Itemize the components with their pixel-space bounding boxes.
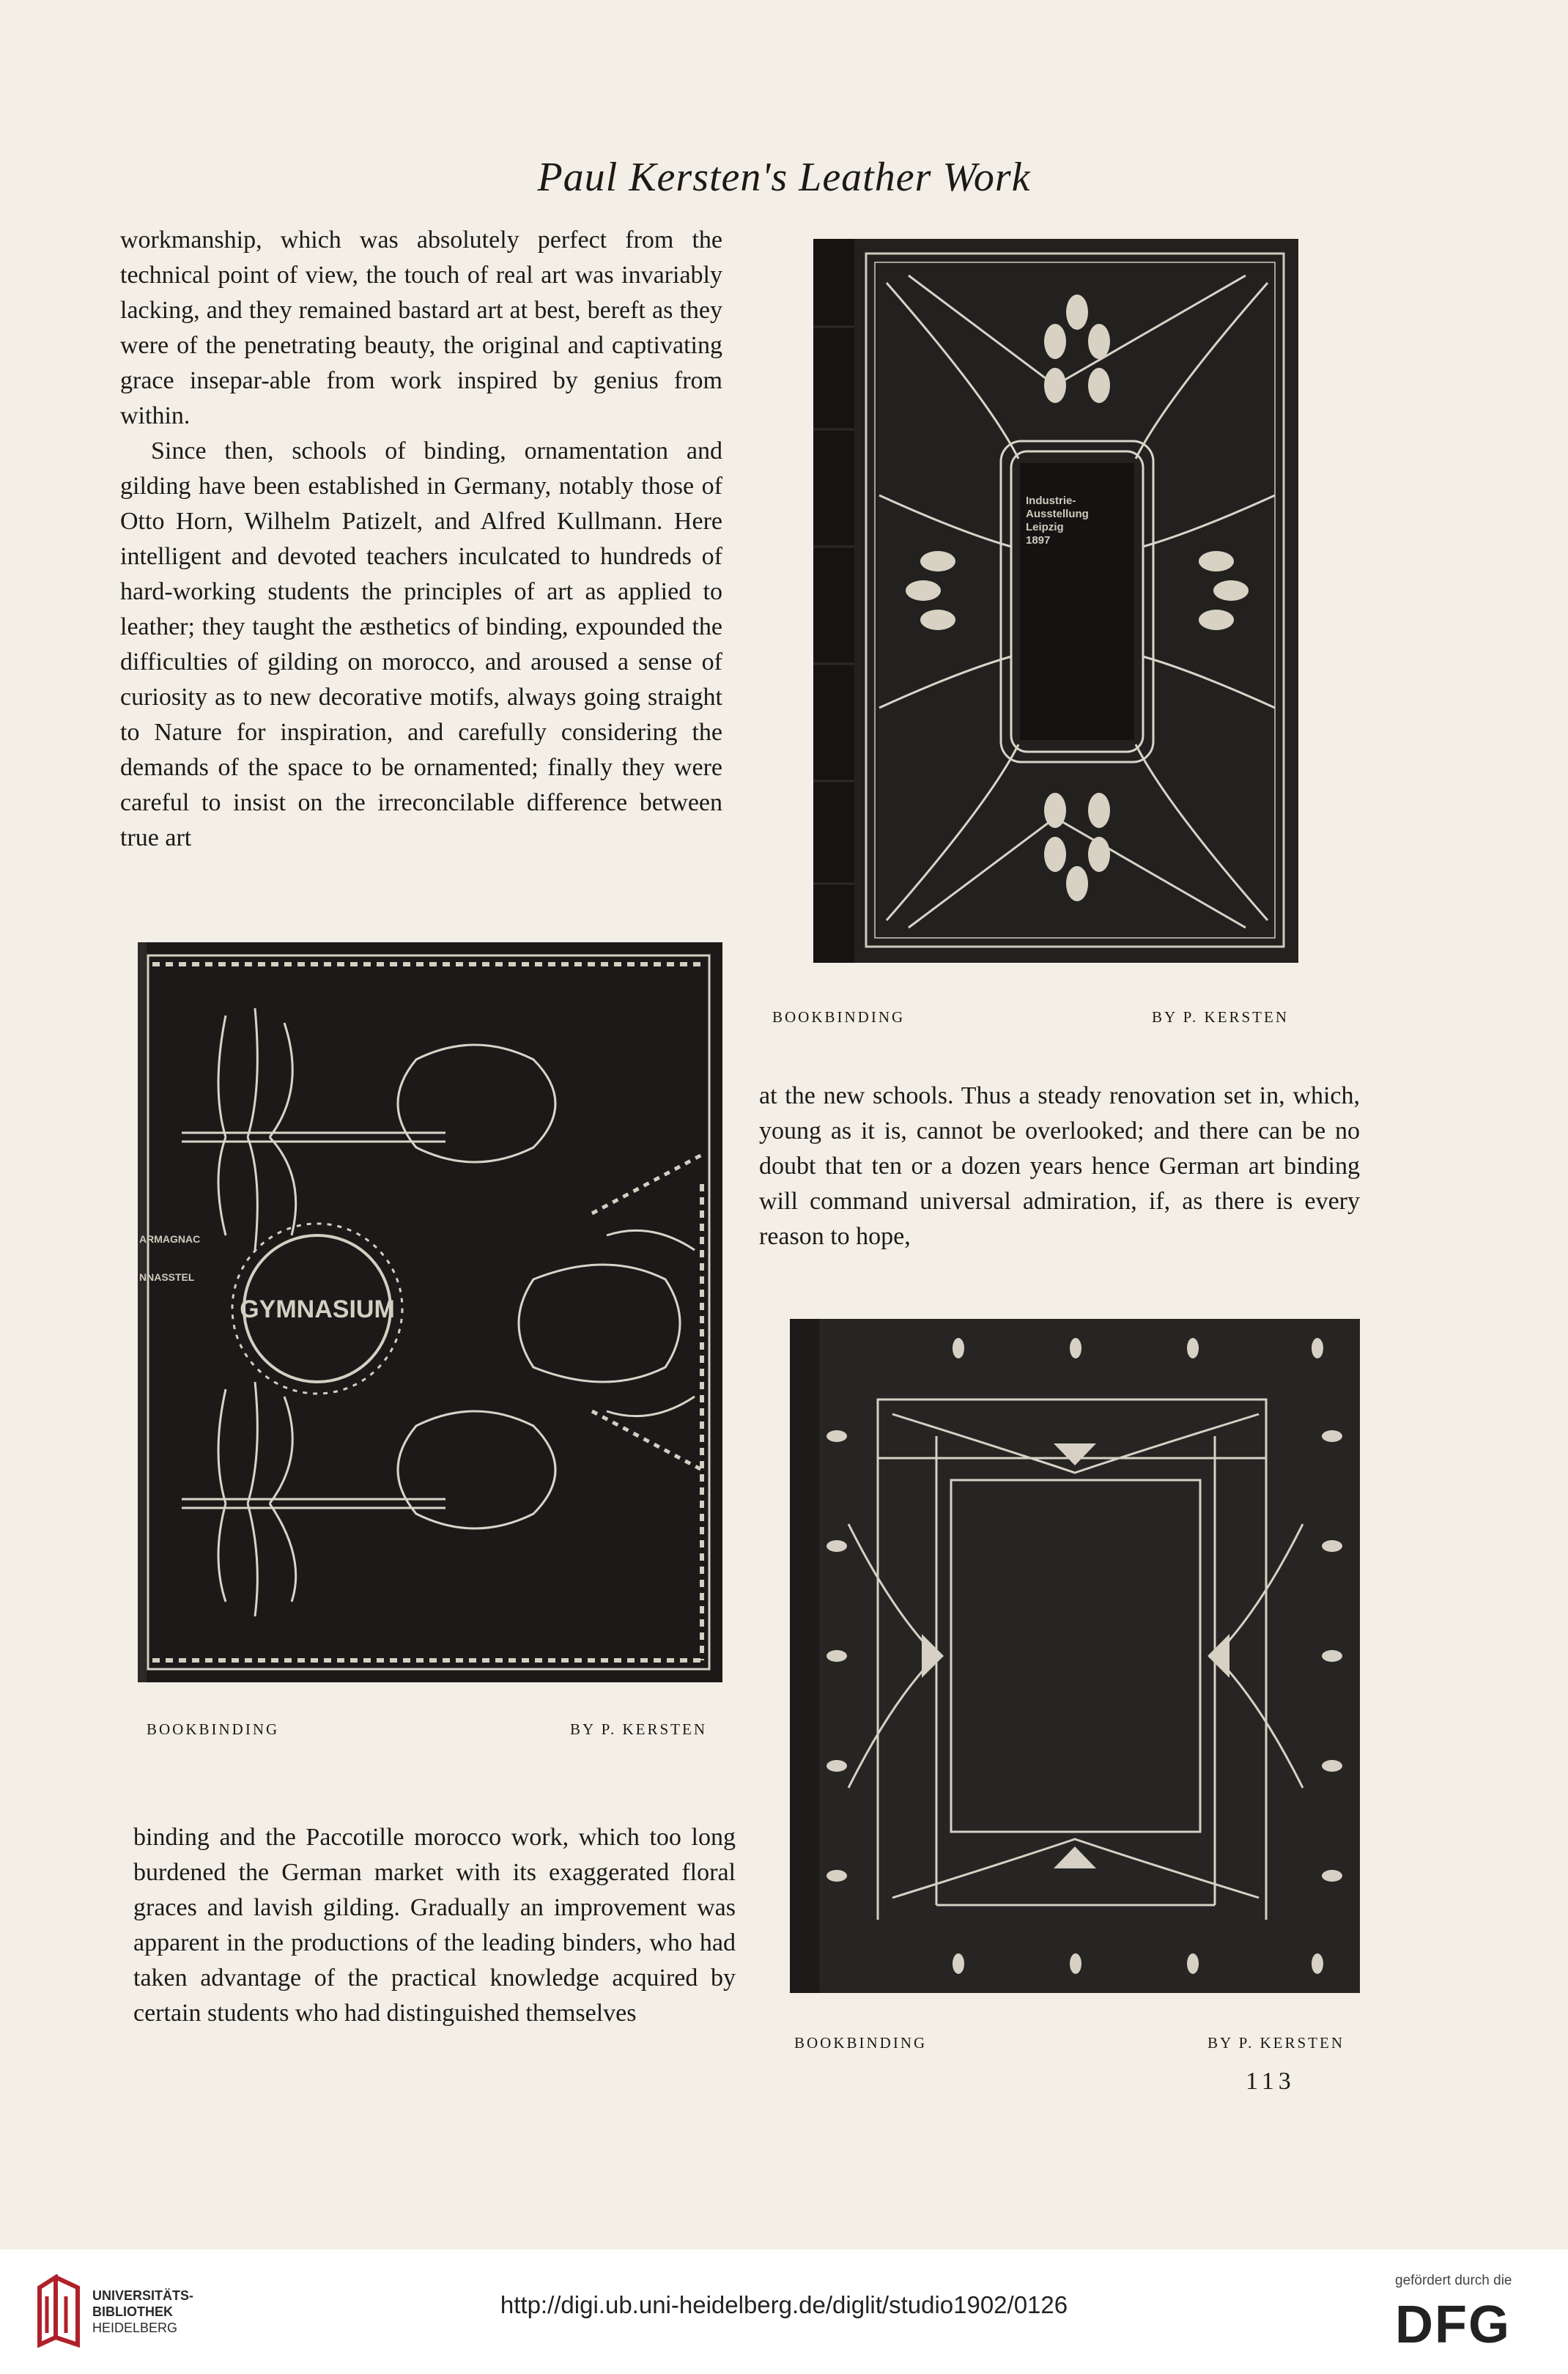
text-column-left-top [120,223,722,856]
paragraph: at the new schools. Thus a steady renovation set in, which, young as it is, cannot be overlooked; and there can be no doubt that ten or a dozen years hence German art binding will command universal admiration, if, as there is every reason to hope, [759,1082,1360,1250]
bookbinding-ornament-3 [790,1319,1360,1993]
plate-caption-right: BY P. KERSTEN [1152,1008,1289,1026]
plate-caption-left: BOOKBINDING [772,1008,906,1026]
library-line: UNIVERSITÄTS- [92,2288,194,2303]
paragraph: Since then, schools of binding, ornamentation and gilding have been established in Germany, notably those of Otto Horn, Wilhelm Patizelt, and Alfred Kullmann. Here intelligent and devoted teachers inculcated to hundreds of hard-working students the principles of art as applied to leather; they taught the æsthetics of binding, expounded the difficulties of gilding on morocco, and aroused a sense of curiosity as to new decorative motifs, always going straight to Nature for inspiration, and carefully considering the demands of the space to be ornamented; finally they were careful to insist on the irreconcilable difference between true art [120,437,722,851]
medallion-text: GYMNASIUM [240,1295,395,1323]
label-line: 1897 [1026,534,1051,547]
spine-text: ARMAGNAC [139,1233,201,1245]
bookbinding-ornament-1 [813,239,1298,963]
bookbinding-plate-2 [138,942,722,1682]
label-line: Ausstellung [1026,508,1089,520]
text-column-right-middle [759,1079,1360,1254]
bookbinding-ornament-2 [138,942,722,1682]
page-title: Paul Kersten's Leather Work [537,155,1031,200]
funding-note: gefördert durch die [1395,2273,1512,2288]
plate-caption-left: BOOKBINDING [794,2034,928,2052]
label-line: Leipzig [1026,521,1064,533]
label-line: Industrie- [1026,495,1076,507]
page-number: 113 [1246,2068,1295,2095]
bookbinding-plate-3 [790,1319,1360,1993]
plate-caption-right: BY P. KERSTEN [1208,2034,1345,2052]
paragraph: binding and the Paccotille morocco work, which too long burdened the German market with its exaggerated floral graces and lavish gilding. Gradually an improvement was apparent in the productions of the leading binders, who had taken advantage of the practical knowledge acquired by certain students who had distinguished themselves [133,1824,736,2027]
bookbinding-plate-1 [813,239,1298,963]
text-column-left-bottom [133,1820,736,2031]
dfg-logo: DFG [1395,2296,1511,2354]
library-line: BIBLIOTHEK [92,2304,173,2319]
plate-caption-left: BOOKBINDING [147,1720,280,1738]
paragraph: workmanship, which was absolutely perfect from the technical point of view, the touch of real art was invariably lacking, and they remained bastard art at best, bereft as they were of the penetrating beauty, the original and captivating grace insepar-able from work inspired by genius from within. [120,226,722,429]
source-url-link[interactable]: http://digi.ub.uni-heidelberg.de/diglit/studio1902/0126 [500,2291,1068,2318]
plate-caption-right: BY P. KERSTEN [570,1720,707,1738]
library-line: HEIDELBERG [92,2321,178,2335]
spine-text: NNASSTEL [139,1271,195,1283]
